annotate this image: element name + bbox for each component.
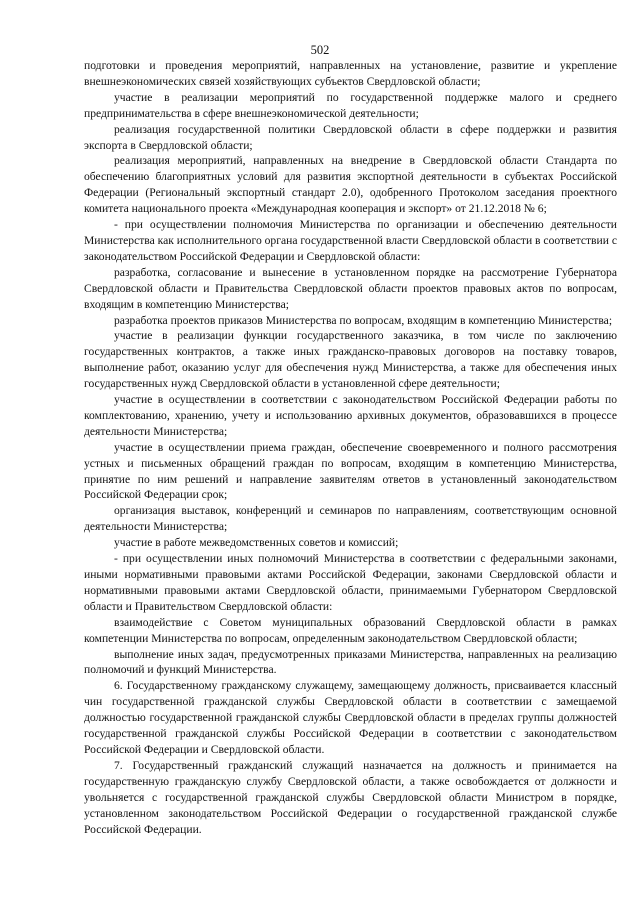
paragraph: 7. Государственный гражданский служащий назначается на должность и принимается на государственную гражданскую службу Свердловской области, а также освобождается от должности и увольняется с государственной гражданской службы Свердловской области Министром в порядке, установленном законодательством Российской Федерации о государственной гражданской службе Российской Федерации. (84, 758, 617, 836)
paragraph: - при осуществлении иных полномочий Министерства в соответствии с федеральными законами, иными нормативными правовыми актами Российской Федерации, законами Свердловской области и нормативными правовыми актами Свердловской области, принимаемыми Губернатором Свердловской области и Правительством Свердловской области: (84, 552, 617, 613)
paragraph: участие в работе межведомственных советов и комиссий; (114, 536, 399, 550)
paragraph: взаимодействие с Советом муниципальных образований Свердловской области в рамках компетенции Министерства по вопросам, определенным законодательством Свердловской области; (84, 615, 617, 645)
paragraph: реализация государственной политики Свердловской области в сфере поддержки и развития экспорта в Свердловской области; (84, 122, 617, 152)
document-body (84, 58, 617, 837)
paragraph: разработка проектов приказов Министерства по вопросам, входящим в компетенцию Министерства; (114, 313, 613, 327)
paragraph: подготовки и проведения мероприятий, направленных на установление, развитие и укрепление внешнеэкономических связей хозяйствующих субъектов Свердловской области; (84, 59, 617, 88)
paragraph: организация выставок, конференций и семинаров по направлениям, соответствующим основной деятельности Министерства; (84, 504, 617, 534)
paragraph: - при осуществлении полномочия Министерства по организации и обеспечению деятельности Министерства как исполнительного органа государственной власти Свердловской области в соответствии с законодательством Российской Федерации и Свердловской области: (84, 218, 617, 263)
paragraph: участие в реализации мероприятий по государственной поддержке малого и среднего предпринимательства в сфере внешнеэкономической деятельности; (84, 90, 617, 120)
page-number: 502 (310, 43, 330, 57)
paragraph: участие в осуществлении приема граждан, обеспечение своевременного и полного рассмотрения устных и письменных обращений граждан по вопросам, входящим в компетенцию Министерства, принятие по ним решений и направление заявителям ответов в установленный законодательством Российской Федерации срок; (84, 440, 617, 502)
paragraph: 6. Государственному гражданскому служащему, замещающему должность, присваивается классный чин государственной гражданской службы Свердловской области в соответствии с замещаемой должностью государственной гражданской службы Свердловской области в пределах группы должностей государственной гражданской службы Российской Федерации в соответствии с законодательством Российской Федерации и Свердловской области. (84, 679, 617, 756)
paragraph: участие в осуществлении в соответствии с законодательством Российской Федерации работы по комплектованию, хранению, учету и использованию архивных документов, образовавшихся в процессе деятельности Министерства; (84, 393, 617, 438)
paragraph: участие в реализации функции государственного заказчика, в том числе по заключению государственных контрактов, а также иных гражданско-правовых договоров на поставку товаров, выполнение работ, оказанию услуг для обеспечения нужд Министерства, а также для обеспечения иных государственных нужд Свердловской области в установленной сфере деятельности; (84, 329, 617, 391)
paragraph: выполнение иных задач, предусмотренных приказами Министерства, направленных на реализацию полномочий и функций Министерства. (84, 647, 617, 677)
paragraph: реализация мероприятий, направленных на внедрение в Свердловской области Стандарта по обеспечению благоприятных условий для развития экспортной деятельности в субъектах Российской Федерации (Региональный экспортный стандарт 2.0), одобренного Протоколом заседания проектного комитета национального проекта «Международная кооперация и экспорт» от 21.12.2018 № 6; (84, 154, 617, 216)
paragraph: разработка, согласование и вынесение в установленном порядке на рассмотрение Губернатора Свердловской области и Правительства Свердловской области проектов правовых актов по вопросам, входящим в компетенцию Министерства; (84, 265, 617, 311)
